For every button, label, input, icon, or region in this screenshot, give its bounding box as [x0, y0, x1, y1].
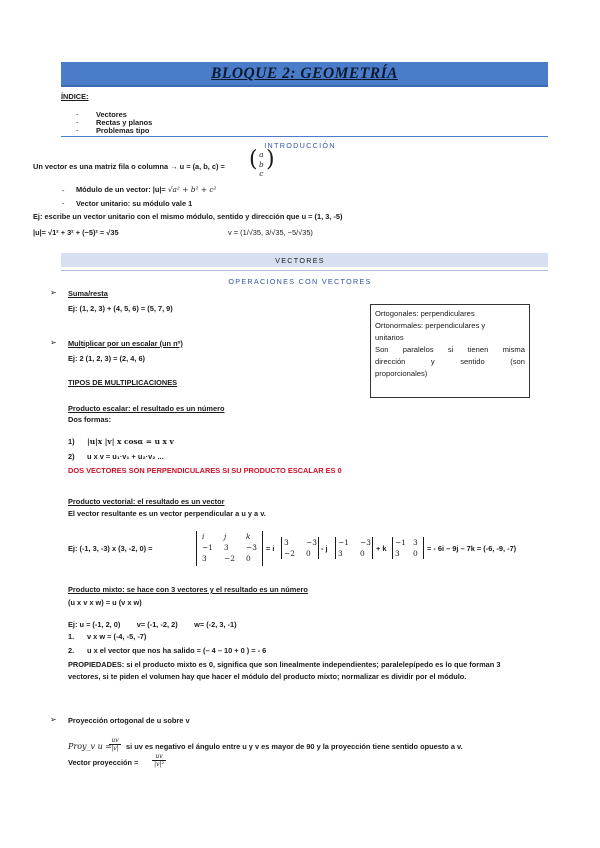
- section-rule: [61, 270, 548, 271]
- minor-cell: 0: [360, 549, 365, 558]
- vectores-title: VECTORES: [275, 256, 325, 265]
- box-line-5: [375, 356, 525, 368]
- det-bar: [335, 537, 336, 559]
- properties-text: [68, 660, 500, 669]
- minor-cell: −2: [284, 549, 295, 558]
- minor-cell: 3: [284, 538, 289, 547]
- suma-example: Ej: (1, 2, 3) + (4, 5, 6) = (5, 7, 9): [68, 304, 173, 313]
- box-line-3: unitarios: [375, 333, 404, 342]
- box-word: paralelos: [402, 345, 434, 354]
- eq-k: + k: [376, 544, 387, 553]
- det-bar: [196, 531, 197, 566]
- intro-example: Ej: escribe un vector unitario con el mismo módulo, sentido y dirección que u = (1, 3, -5): [33, 212, 343, 221]
- definitions-box: [370, 304, 530, 398]
- arrowhead-icon: ➢: [50, 288, 57, 297]
- step-1-number: 1.: [68, 632, 75, 641]
- vectorial-desc: El vector resultante es un vector perpendicular a u y a v.: [68, 509, 266, 518]
- box-word: sentido: [460, 357, 485, 366]
- index-dash-2: -: [76, 118, 79, 127]
- right-paren: ): [266, 147, 275, 172]
- proy-fraction: [109, 737, 121, 752]
- form-1: |u|x |v| x cosα = u x v: [87, 437, 174, 446]
- modulus-label: Módulo de un vector: |u|=: [76, 185, 166, 194]
- intro-dash-2: -: [62, 199, 65, 208]
- frac-den: |v|: [111, 745, 119, 752]
- det-cell: j: [224, 532, 227, 541]
- minor-cell: 3: [338, 549, 343, 558]
- vectorial-heading: Producto vectorial: el resultado es un vector: [68, 497, 225, 506]
- suma-heading: Suma/resta: [68, 289, 108, 298]
- det-cell: −1: [202, 543, 213, 552]
- mixto-formula: (u x v x w) = u (v x w): [68, 598, 142, 607]
- column-a: a: [259, 150, 264, 159]
- escalar-forms: Dos formas:: [68, 415, 112, 424]
- det-cell: −3: [246, 543, 257, 552]
- box-word: misma: [502, 345, 525, 354]
- index-item-2: Rectas y planos: [96, 118, 153, 127]
- minor-cell: −1: [338, 538, 349, 547]
- det-cell: 3: [202, 554, 207, 563]
- example-v: v = (1/√35, 3/√35, −5/√35): [228, 228, 313, 237]
- eq-j: - j: [321, 544, 328, 553]
- box-word: (son: [510, 357, 525, 366]
- index-item-3: Problemas tipo: [96, 126, 150, 135]
- properties-line-1: si el producto mixto es 0, significa que son linealmente independientes; paralelepípedo es lo que forman 3: [126, 660, 501, 669]
- minor-k: [395, 537, 418, 559]
- arrowhead-icon: ➢: [50, 338, 57, 347]
- minor-cell: 3: [413, 538, 418, 547]
- mixto-heading: Producto mixto: se hace con 3 vectores y el resultado es un número: [68, 585, 308, 594]
- mixto-example: Ej: u = (-1, 2, 0) v= (-1, -2, 2) w= (-2, 3, -1): [68, 620, 237, 629]
- intro-definition-eq: u = (a, b, c) =: [179, 162, 225, 171]
- det-bar: [423, 537, 424, 559]
- form-2: u x v = u₁·v₁ + u₂·v₂ ...: [87, 452, 164, 461]
- intro-definition: [33, 162, 225, 171]
- det-cell: 0: [246, 554, 251, 563]
- index-item-1: Vectores: [96, 110, 127, 119]
- det-cell: −2: [224, 554, 235, 563]
- index-dash-1: -: [76, 110, 79, 119]
- det-bar: [318, 537, 319, 559]
- eq-i: = i: [266, 544, 275, 553]
- vectorial-example: Ej: (-1, 3, -3) x (3, -2, 0) =: [68, 544, 153, 553]
- vector-proyeccion-label: Vector proyección =: [68, 758, 139, 767]
- det-bar: [281, 537, 282, 559]
- column-vector: [259, 150, 264, 179]
- minor-cell: −3: [306, 538, 317, 547]
- step-2-number: 2.: [68, 646, 75, 655]
- frac-num: uv: [152, 753, 166, 761]
- box-line-4: [375, 344, 525, 356]
- ops-title: OPERACIONES CON VECTORES: [228, 277, 372, 286]
- box-word: si: [447, 345, 454, 354]
- index-heading: ÍNDICE:: [61, 92, 89, 101]
- det-bar: [372, 537, 373, 559]
- index-dash-3: -: [76, 126, 79, 135]
- det-3x3: [202, 531, 260, 564]
- det-cell: 3: [224, 543, 229, 552]
- det-cell: k: [246, 532, 251, 541]
- escalar-heading: Multiplicar por un escalar (un nº): [68, 339, 183, 348]
- box-word: tienen: [467, 345, 489, 354]
- divider: [61, 136, 548, 137]
- step-1: v x w = (-4, -5, -7): [87, 632, 147, 641]
- proy-formula: Proy_v u =: [68, 742, 113, 751]
- left-paren: (: [249, 147, 258, 172]
- box-word: y: [430, 357, 435, 366]
- arrowhead-icon: ➢: [50, 715, 57, 724]
- form-2-number: 2): [68, 452, 75, 461]
- title-banner: [61, 62, 548, 87]
- column-c: c: [259, 169, 264, 178]
- modulus-formula: √a² + b² + c²: [167, 185, 217, 194]
- minor-cell: 3: [395, 549, 400, 558]
- vproy-fraction: [152, 753, 166, 768]
- properties-line-2: vectores, si te piden el volumen hay que hacer el módulo del producto mixto; normalizar es dividir por el módulo.: [68, 672, 467, 681]
- example-modulus: |u|= √1² + 3² + (−5)² = √35: [33, 228, 119, 237]
- minor-cell: 0: [413, 549, 418, 558]
- perpendicular-note: DOS VECTORES SON PERPENDICULARES SI SU PRODUCTO ESCALAR ES 0: [68, 466, 342, 475]
- escalar-prod-heading: Producto escalar: el resultado es un número: [68, 404, 225, 413]
- proyeccion-text: si uv es negativo el ángulo entre u y v es mayor de 90 y la proyección tiene sentido opuesto a v.: [126, 742, 463, 751]
- step-2: u x el vector que nos ha salido = (– 4 – 10 + 0 ) = - 6: [87, 646, 267, 655]
- column-b: b: [259, 159, 264, 169]
- intro-definition-text: Un vector es una matriz fila o columna: [33, 162, 169, 171]
- intro-dash-1: -: [62, 186, 65, 195]
- tipos-heading: TIPOS DE MULTIPLICACIONES: [68, 378, 178, 387]
- page-title: BLOQUE 2: GEOMETRÍA: [211, 65, 398, 82]
- arrow-icon: →: [170, 162, 178, 171]
- modulus-bullet: [76, 185, 216, 194]
- minor-i: [284, 537, 317, 559]
- intro-title: INTRODUCCIÓN: [264, 141, 336, 150]
- escalar-example: Ej: 2 (1, 2, 3) = (2, 4, 6): [68, 354, 146, 363]
- det-cell: i: [202, 532, 205, 541]
- box-word: Son: [375, 345, 389, 354]
- form-1-number: 1): [68, 437, 75, 446]
- frac-den: |v|²: [154, 761, 164, 768]
- minor-j: [338, 537, 371, 559]
- minor-cell: −1: [395, 538, 406, 547]
- frac-num: uv: [109, 737, 121, 745]
- box-word: dirección: [375, 357, 406, 366]
- box-line-1: Ortogonales: perpendiculares: [375, 309, 475, 318]
- proyeccion-heading: Proyección ortogonal de u sobre v: [68, 716, 190, 725]
- box-line-2: Ortonormales: perpendiculares y: [375, 321, 486, 330]
- minor-cell: 0: [306, 549, 311, 558]
- det-bar: [262, 531, 263, 566]
- minor-cell: −3: [360, 538, 371, 547]
- properties-label: PROPIEDADES:: [68, 660, 125, 669]
- vectorial-result: = - 6i – 9j – 7k = (-6, -9, -7): [427, 544, 517, 553]
- unit-vector-bullet: Vector unitario: su módulo vale 1: [76, 199, 193, 208]
- det-bar: [392, 537, 393, 559]
- box-line-6: proporcionales): [375, 369, 428, 378]
